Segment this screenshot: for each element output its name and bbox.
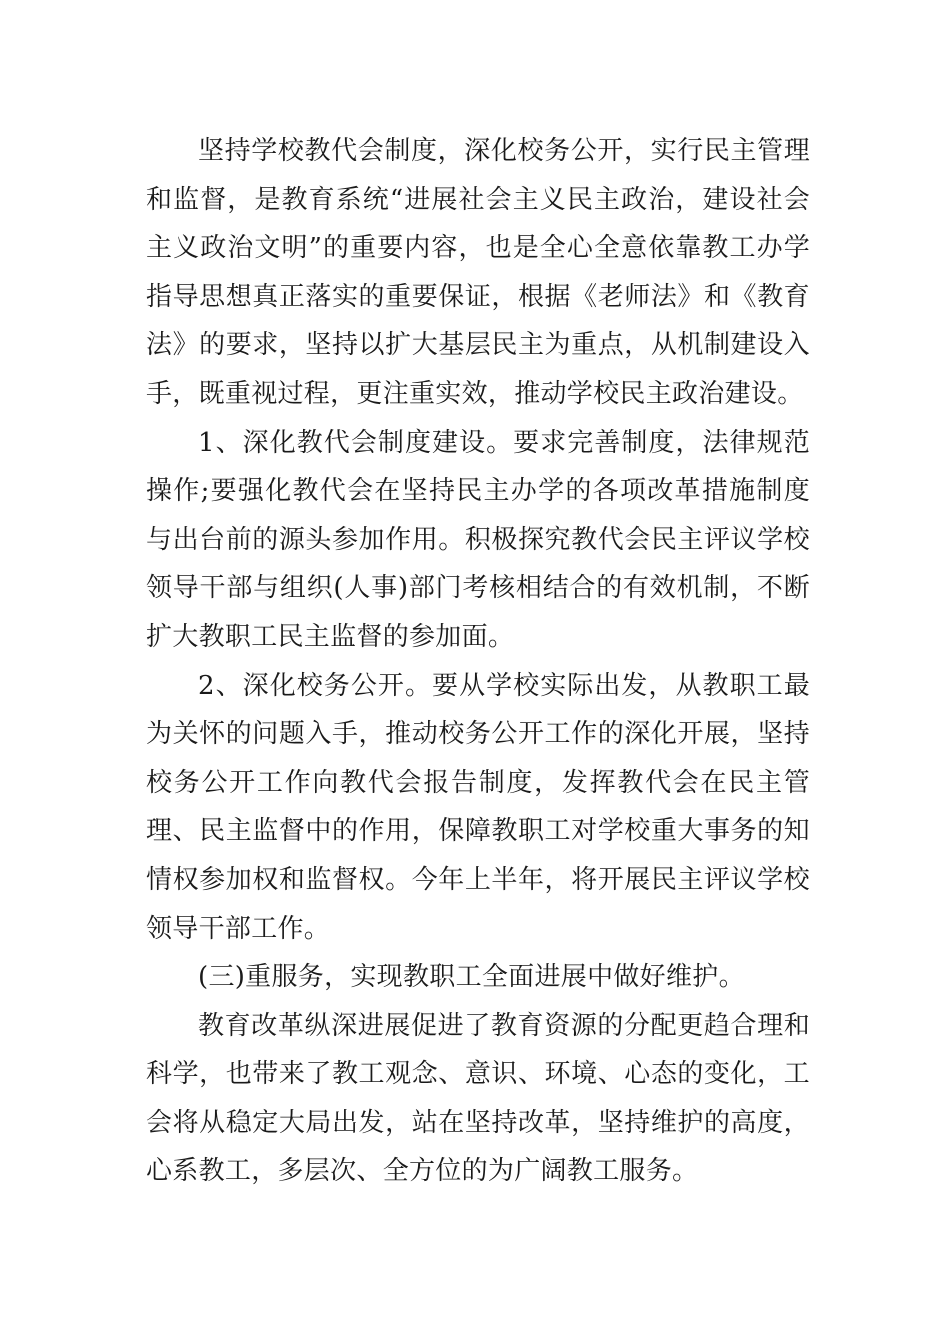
paragraph-section-3: 教育改革纵深进展促进了教育资源的分配更趋合理和科学，也带来了教工观念、意识、环境、心态的变化，工会将从稳定大局出发，站在坚持改革，坚持维护的高度，心系教工，多层次、全方位的为广阔教工服务。 [146, 1010, 810, 1187]
document-body [146, 127, 810, 1196]
section-heading-3: (三)重服务，实现教职工全面进展中做好维护。 [198, 962, 745, 993]
paragraph-item-1: 1、深化教代会制度建设。要求完善制度，法律规范操作;要强化教代会在坚持民主办学的各项改革措施制度与出台前的源头参加作用。积极探究教代会民主评议学校领导干部与组织(人事)部门考核相结合的有效机制，不断扩大教职工民主监督的参加面。 [146, 427, 810, 652]
paragraph-item-2: 2、深化校务公开。要从学校实际出发，从教职工最为关怀的问题入手，推动校务公开工作的深化开展，坚持校务公开工作向教代会报告制度，发挥教代会在民主管理、民主监督中的作用，保障教职工对学校重大事务的知情权参加权和监督权。今年上半年，将开展民主评议学校领导干部工作。 [146, 670, 810, 944]
paragraph-intro: 坚持学校教代会制度，深化校务公开，实行民主管理和监督，是教育系统“进展社会主义民主政治，建设社会主义政治文明”的重要内容，也是全心全意依靠教工办学指导思想真正落实的重要保证，根据《老师法》和《教育法》的要求，坚持以扩大基层民主为重点，从机制建设入手，既重视过程，更注重实效，推动学校民主政治建设。 [146, 136, 810, 409]
